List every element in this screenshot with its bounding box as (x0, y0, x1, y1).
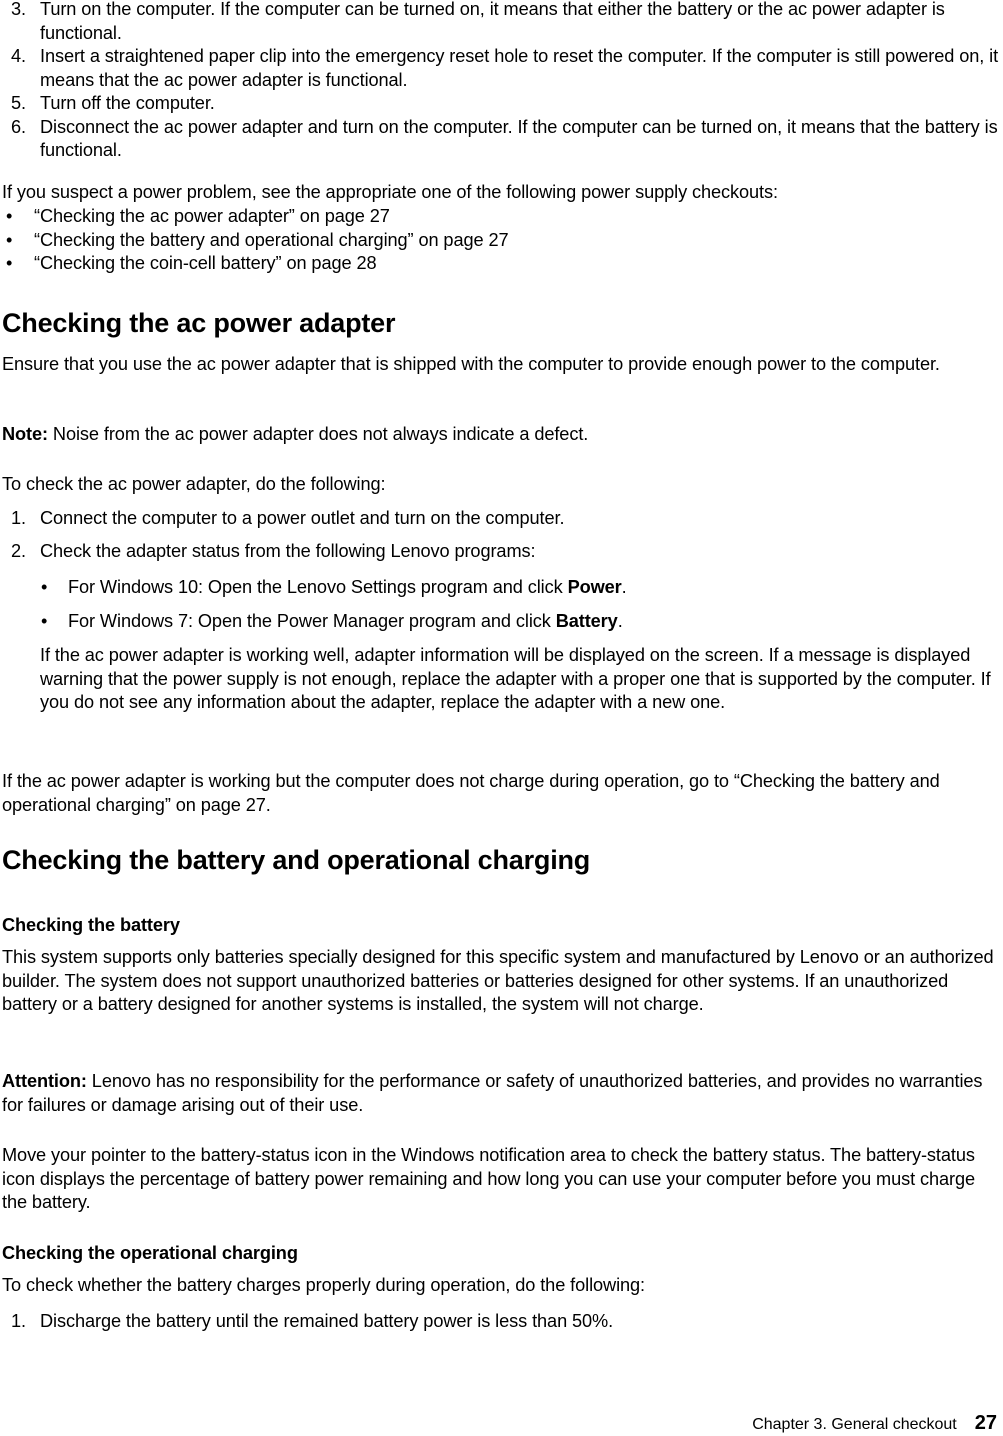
adapter-steps-list (2, 507, 1001, 531)
step-text: Disconnect the ac power adapter and turn on the computer. If the computer can be turned on, it means that the battery is functional. (40, 116, 998, 160)
checkout-link-ac-adapter[interactable]: “Checking the ac power adapter” on page 27 (34, 206, 390, 226)
bullet: • (41, 577, 48, 597)
step-number: 3. (11, 0, 26, 19)
step-text: Discharge the battery until the remained battery power is less than 50%. (40, 1311, 614, 1331)
step-number: 5. (11, 93, 26, 113)
list-item (2, 45, 1001, 92)
page-footer (752, 1412, 997, 1436)
list-item (2, 205, 1001, 229)
step-number: 4. (11, 46, 26, 66)
list-item (2, 0, 1001, 45)
step-number: 1. (11, 1311, 26, 1331)
step-text: Check the adapter status from the following Lenovo programs: (40, 541, 536, 561)
list-item (2, 92, 1001, 116)
step-number: 6. (11, 116, 26, 137)
windows-7-item (2, 610, 1001, 634)
footer-chapter: Chapter 3. General checkout (752, 1416, 957, 1433)
charging-steps-list (2, 1310, 1001, 1334)
ensure-paragraph: Ensure that you use the ac power adapter that is shipped with the computer to provide enough power to the computer. (2, 354, 940, 374)
bullet: • (6, 253, 13, 273)
step-number: 1. (11, 508, 26, 528)
page-number: 27 (974, 1412, 997, 1434)
bullet: • (6, 229, 13, 250)
list-item (2, 540, 1001, 564)
checkout-link-coin-cell[interactable]: “Checking the coin-cell battery” on page 28 (34, 253, 377, 273)
operational-intro: To check whether the battery charges properly during operation, do the following: (2, 1275, 645, 1295)
step-text: Connect the computer to a power outlet and turn on the computer. (40, 508, 565, 528)
note-paragraph (2, 423, 1001, 447)
subheading-operational-charging: Checking the operational charging (2, 1243, 298, 1263)
step-number: 2. (11, 541, 26, 561)
windows-10-text: For Windows 10: Open the Lenovo Settings program and click (68, 577, 568, 597)
to-check-paragraph: To check the ac power adapter, do the following: (2, 474, 386, 494)
attention-paragraph (2, 1070, 1001, 1117)
battery-status-paragraph: Move your pointer to the battery-status icon in the Windows notification area to check the battery status. The battery-status icon displays the percentage of battery power remaining and how long you can use your computer before you must charge the battery. (2, 1145, 976, 1212)
step-text: Insert a straightened paper clip into the emergency reset hole to reset the computer. If the computer is still powered on, it means that the ac power adapter is functional. (40, 46, 999, 90)
power-intro: If you suspect a power problem, see the appropriate one of the following power supply checkouts: (2, 182, 778, 202)
step2-detail (2, 644, 1001, 715)
step2-detail-text: If the ac power adapter is working well, adapter information will be displayed on the screen. If a message is displayed warning that the power supply is not enough, replace the adapter with a proper one that is supported by the computer. If you do not see any information about the adapter, replace the adapter with a new one. (40, 645, 991, 712)
battery-support-paragraph: This system supports only batteries specially designed for this specific system and manufactured by Lenovo or an authorized builder. The system does not support unauthorized batteries or batteries designed for other systems. If an unauthorized battery or a battery designed for another systems is installed, the system will not charge. (2, 947, 994, 1014)
step-text: Turn off the computer. (40, 93, 215, 113)
adapter-step-2 (2, 540, 1001, 564)
period: . (621, 577, 627, 597)
list-item (2, 1310, 1001, 1334)
step-text: Turn on the computer. If the computer can be turned on, it means that either the battery or the ac power adapter is functional. (40, 0, 945, 43)
battery-menu-label: Battery (555, 611, 618, 631)
windows-7-text: For Windows 7: Open the Power Manager program and click (68, 611, 556, 631)
attention-text: Lenovo has no responsibility for the performance or safety of unauthorized batteries, and provides no warranties for failures or damage arising out of their use. (2, 1071, 983, 1115)
subheading-checking-battery: Checking the battery (2, 915, 180, 935)
checkouts-list (2, 205, 1001, 276)
section-heading-ac-adapter: Checking the ac power adapter (2, 308, 396, 338)
checkout-link-battery[interactable]: “Checking the battery and operational charging” on page 27 (34, 229, 509, 250)
list-item (2, 116, 1001, 163)
list-item (2, 507, 1001, 531)
bullet: • (41, 611, 48, 631)
section-heading-battery: Checking the battery and operational charging (2, 845, 591, 875)
note-text: Noise from the ac power adapter does not always indicate a defect. (47, 424, 589, 444)
steps-list-top (2, 0, 1001, 163)
windows-10-item (2, 576, 1001, 600)
attention-label: Attention: (2, 1071, 87, 1091)
note-label: Note: (2, 424, 48, 444)
bullet: • (6, 206, 13, 226)
period: . (617, 611, 623, 631)
not-charge-paragraph: If the ac power adapter is working but the computer does not charge during operation, go to “Checking the battery and operational charging” on page 27. (2, 771, 940, 815)
list-item (2, 252, 1001, 276)
list-item (2, 229, 1001, 253)
power-menu-label: Power (567, 577, 622, 597)
